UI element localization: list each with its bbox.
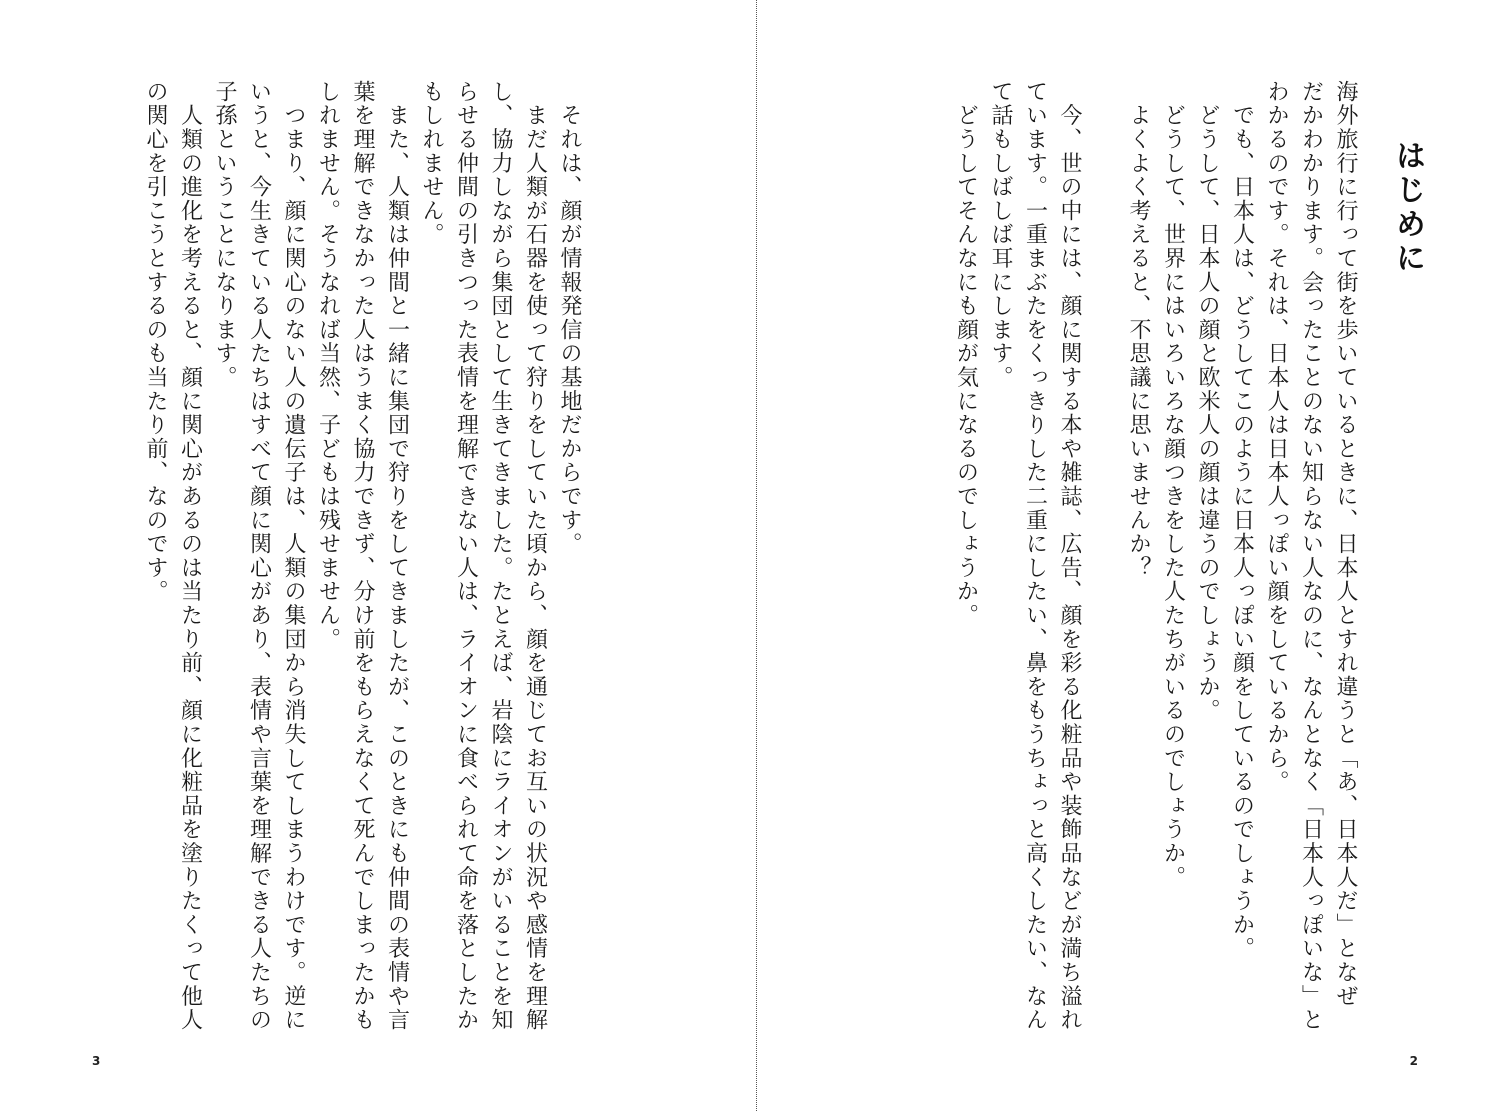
text-column: よくよく考えると、不思議に思いませんか？	[1126, 80, 1151, 580]
text-column: らせる仲間の引きつった表情を理解できない人は、ライオンに食べられて命を落としたか	[453, 80, 479, 1032]
text-column: どうしてそんなにも顔が気になるのでしょうか。	[953, 80, 979, 628]
text-column: しれません。そうなれば当然、子どもは残せません。	[315, 80, 341, 652]
page-number-right: 2	[1409, 1054, 1418, 1068]
text-column: ています。一重まぶたをくっきりした二重にしたい、鼻をもうちょっと高くしたい、なん	[1022, 80, 1048, 1032]
text-column: また、人類は仲間と一緒に集団で狩りをしてきましたが、このときにも仲間の表情や言	[384, 80, 410, 1032]
text-column: の関心を引こうとするのも当たり前、なのです。	[143, 80, 168, 604]
text-column: まだ人類が石器を使って狩りをしていた頃から、顔を通じてお互いの状況や感情を理解	[522, 80, 548, 1032]
text-column: だかわかります。会ったことのない知らない人なのに、なんとなく「日本人っぽいな」と	[1298, 80, 1324, 1032]
text-column: つまり、顔に関心のない人の遺伝子は、人類の集団から消失してしまうわけです。逆に	[281, 80, 306, 1032]
page-number-left: 3	[92, 1054, 101, 1068]
right-page-body	[932, 80, 1362, 1040]
blank-column	[1086, 80, 1121, 1040]
chapter-heading: はじめに	[1390, 140, 1425, 276]
text-column: わかるのです。それは、日本人は日本人っぽい顔をしているから。	[1264, 80, 1289, 794]
text-column: 人類の進化を考えると、顔に関心があるのは当たり前、顔に化粧品を塗りたくって他人	[177, 80, 203, 1032]
text-column: て話もしばしば耳にします。	[988, 80, 1013, 390]
text-column: どうして、日本人の顔と欧米人の顔は違うのでしょうか。	[1195, 80, 1220, 723]
text-column: 子孫ということになります。	[212, 80, 237, 390]
text-column: それは、顔が情報発信の基地だからです。	[557, 80, 582, 556]
right-page	[757, 0, 1512, 1111]
text-column: いうと、今生きている人たちはすべて顔に関心があり、表情や言葉を理解できる人たちの	[246, 80, 272, 1032]
text-column: 海外旅行に行って街を歩いているときに、日本人とすれ違うと「あ、日本人だ」となぜ	[1333, 80, 1358, 1009]
left-page-body	[106, 80, 586, 1040]
text-column: もしれません。	[419, 80, 444, 247]
text-column: でも、日本人は、どうしてこのように日本人っぽい顔をしているのでしょうか。	[1229, 80, 1255, 961]
text-column: 葉を理解できなかった人はうまく協力できず、分け前をもらえなくて死んでしまったかも	[350, 80, 375, 1032]
text-column: 今、世の中には、顔に関する本や雑誌、広告、顔を彩る化粧品や装飾品などが満ち溢れ	[1057, 80, 1082, 1032]
text-column: どうして、世界にはいろいろな顔つきをした人たちがいるのでしょうか。	[1160, 80, 1186, 890]
text-column: し、協力しながら集団として生きてきました。たとえば、岩陰にライオンがいることを知	[488, 80, 513, 1032]
